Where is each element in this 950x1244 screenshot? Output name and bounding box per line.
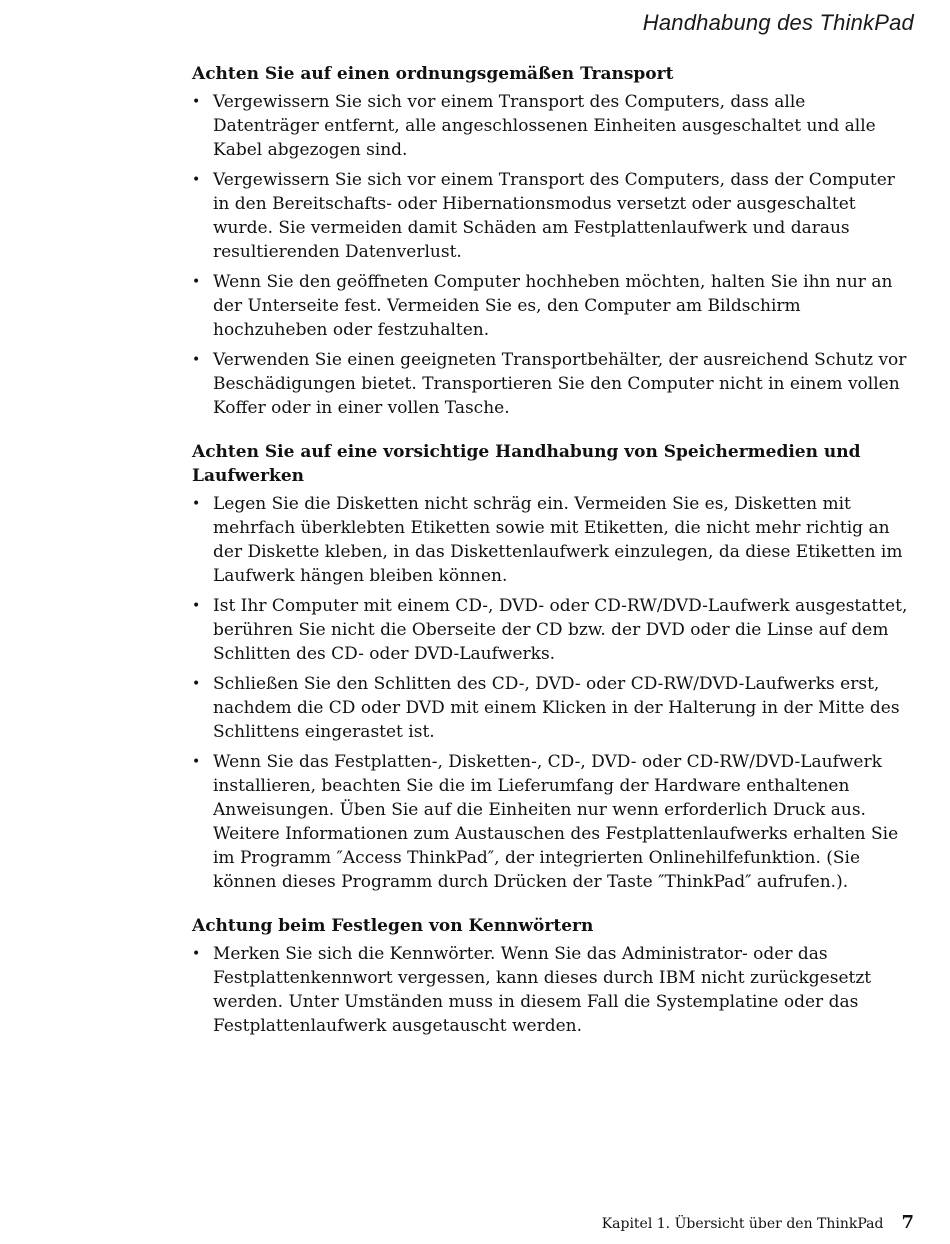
bullet-icon: • bbox=[192, 274, 201, 290]
bullet-icon: • bbox=[192, 598, 201, 614]
list-item-text: Wenn Sie das Festplatten-, Disketten-, CD-, DVD- oder CD-RW/DVD-Laufwerk installieren, beachten Sie die im Lieferumfang der Hardware enthaltenen Anweisungen. Üben Sie auf die Einheiten nur wenn erforderlich Druck aus. Weitere Informationen zum Austauschen des Festplattenlaufwerks erhalten Sie im Programm ″Access ThinkPad″, der integrierten Onlinehilfefunktion. (Sie können dieses Programm durch Drücken der Taste ″ThinkPad″ aufrufen.). bbox=[213, 752, 899, 892]
running-header: Handhabung des ThinkPad bbox=[642, 10, 914, 35]
list-item bbox=[192, 492, 912, 588]
list-item bbox=[192, 594, 912, 666]
list-item bbox=[192, 90, 912, 162]
list-item bbox=[192, 168, 912, 264]
bullet-icon: • bbox=[192, 676, 201, 692]
page-number: 7 bbox=[901, 1212, 914, 1233]
section-heading: Achten Sie auf einen ordnungsgemäßen Transport bbox=[192, 64, 674, 84]
list-item bbox=[192, 750, 912, 894]
section-storage-media bbox=[192, 440, 912, 894]
list-item-text: Schließen Sie den Schlitten des CD-, DVD- oder CD-RW/DVD-Laufwerks erst, nachdem die CD oder DVD mit einem Klicken in der Halterung in der Mitte des Schlittens eingerastet ist. bbox=[213, 674, 900, 742]
bullet-icon: • bbox=[192, 946, 201, 962]
list-item-text: Legen Sie die Disketten nicht schräg ein. Vermeiden Sie es, Disketten mit mehrfach überklebten Etiketten sowie mit Etiketten, die nicht mehr richtig an der Diskette kleben, in das Diskettenlaufwerk einzulegen, da diese Etiketten im Laufwerk hängen bleiben können. bbox=[213, 494, 903, 586]
list-item bbox=[192, 942, 912, 1038]
section-heading: Achten Sie auf eine vorsichtige Handhabung von Speichermedien und Laufwerken bbox=[192, 442, 861, 486]
list-item bbox=[192, 672, 912, 744]
list-item-text: Merken Sie sich die Kennwörter. Wenn Sie das Administrator- oder das Festplattenkennwort vergessen, kann dieses durch IBM nicht zurückgesetzt werden. Unter Umständen muss in diesem Fall die Systemplatine oder das Festplattenlaufwerk ausgetauscht werden. bbox=[213, 944, 872, 1036]
list-item-text: Vergewissern Sie sich vor einem Transport des Computers, dass der Computer in den Bereitschafts- oder Hibernationsmodus versetzt oder ausgeschaltet wurde. Sie vermeiden damit Schäden am Festplattenlaufwerk und daraus resultierenden Datenverlust. bbox=[213, 170, 895, 262]
bullet-icon: • bbox=[192, 172, 201, 188]
section-passwords bbox=[192, 914, 912, 1038]
bullet-icon: • bbox=[192, 754, 201, 770]
bullet-icon: • bbox=[192, 496, 201, 512]
footer-chapter: Kapitel 1. Übersicht über den ThinkPad bbox=[601, 1216, 884, 1232]
bullet-list bbox=[192, 90, 912, 420]
bullet-icon: • bbox=[192, 94, 201, 110]
bullet-list bbox=[192, 942, 912, 1038]
bullet-icon: • bbox=[192, 352, 201, 368]
section-transport bbox=[192, 62, 912, 420]
list-item-text: Vergewissern Sie sich vor einem Transport des Computers, dass alle Datenträger entfernt, alle angeschlossenen Einheiten ausgeschaltet und alle Kabel abgezogen sind. bbox=[213, 92, 876, 160]
list-item-text: Wenn Sie den geöffneten Computer hochheben möchten, halten Sie ihn nur an der Unterseite fest. Vermeiden Sie es, den Computer am Bildschirm hochzuheben oder festzuhalten. bbox=[213, 272, 893, 340]
document-body bbox=[192, 62, 912, 1058]
list-item bbox=[192, 348, 912, 420]
list-item-text: Ist Ihr Computer mit einem CD-, DVD- oder CD-RW/DVD-Laufwerk ausgestattet, berühren Sie nicht die Oberseite der CD bzw. der DVD oder die Linse auf dem Schlitten des CD- oder DVD-Laufwerks. bbox=[213, 596, 908, 664]
page-footer bbox=[602, 1212, 914, 1233]
bullet-list bbox=[192, 492, 912, 894]
list-item-text: Verwenden Sie einen geeigneten Transportbehälter, der ausreichend Schutz vor Beschädigungen bietet. Transportieren Sie den Computer nicht in einem vollen Koffer oder in einer vollen Tasche. bbox=[213, 350, 907, 418]
list-item bbox=[192, 270, 912, 342]
section-heading: Achtung beim Festlegen von Kennwörtern bbox=[192, 916, 594, 936]
